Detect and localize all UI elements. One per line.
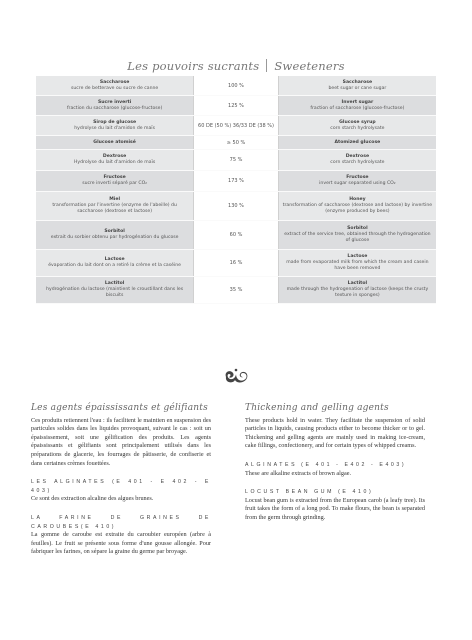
fleuron-ornament-icon (222, 366, 250, 386)
product-desc-fr: évaporation du lait dont on a retiré la crème et la caséine (48, 263, 181, 268)
cell-french (36, 119, 193, 133)
sweetening-power-value: 130 % (193, 192, 279, 220)
product-desc-fr: Hydrolyse du lait d'amidon de maïs (73, 160, 156, 165)
right-column (245, 404, 425, 523)
header-title-fr: Les pouvoirs sucrants (127, 59, 260, 73)
product-desc-fr: hydrogénation du lactose (maintient le croustillant dans les biscuits (46, 287, 184, 298)
product-name-fr: Sucre inverti (97, 99, 132, 105)
cell-french (36, 256, 193, 270)
table-row (36, 250, 436, 277)
cell-english (279, 79, 436, 93)
sweetening-power-value: 16 % (193, 250, 279, 276)
product-desc-en: extract of the service tree, obtained through the hydrogenation of glucose (284, 232, 431, 243)
product-desc-en: corn starch hydrolysate (330, 160, 385, 165)
sweeteners-table (36, 76, 436, 304)
sweetening-power-value: 60 % (193, 221, 279, 249)
product-name-en: Honey (349, 197, 366, 202)
left-title: Les agents épaississants et gélifiants (31, 403, 208, 413)
table-row (36, 150, 436, 171)
product-name-fr: Sirop de glucose (93, 119, 137, 125)
sweetening-power-value: 35 % (193, 277, 279, 303)
cell-french (36, 228, 193, 242)
cell-french (36, 280, 193, 300)
product-desc-fr: sucre inverti séparé par CO₂ (82, 181, 148, 186)
product-desc-en: transformation of saccharose (dextrose and lactose) by invertine (enzyme produced by bees) (282, 203, 433, 214)
product-desc-en: beet sugar or cane sugar (328, 85, 387, 91)
sweetening-power-value: 173 % (193, 171, 279, 191)
product-desc-fr: transformation par l'invertine (enzyme de l'abeille) du saccharose (dextrose et lactose) (52, 203, 177, 214)
sweetening-power-value: 125 % (193, 96, 279, 115)
product-name-en: Invert sugar (341, 99, 374, 105)
product-name-fr: Dextrose (102, 154, 127, 159)
product-name-en: Glucose syrup (339, 119, 376, 125)
header-title-en: Sweeteners (274, 59, 345, 73)
right-subheading-locust: LOCUST BEAN GUM (E 410) (245, 489, 374, 496)
sweetening-power-value: 100 % (193, 76, 279, 95)
table-row (36, 76, 436, 96)
table-row (36, 277, 436, 304)
cell-english (279, 280, 436, 300)
table-row (36, 116, 436, 136)
product-name-fr: Fructose (103, 175, 126, 180)
right-subheading-alginates: ALGINATES (E 401 - E402 - E403) (245, 461, 407, 468)
product-desc-fr: hydrolyse du lait d'amidon de maïs (74, 125, 155, 131)
cell-english (279, 119, 436, 133)
product-name-fr: Miel (109, 197, 121, 202)
header-divider (266, 59, 267, 72)
cell-french (36, 99, 193, 113)
product-name-en: Saccharose (342, 79, 373, 85)
product-desc-fr: sucre de betterave ou sucre de canne (70, 85, 159, 91)
sweetening-power-value: ≥ 50 % (193, 136, 279, 149)
left-column (31, 404, 211, 557)
product-desc-en: fraction of saccharose (glucose-fructose) (310, 105, 405, 111)
product-name-fr: Saccharose (99, 79, 130, 85)
left-alginates-text: Ce sont des extraction alcaline des algues brunes. (31, 495, 154, 503)
product-name-fr: Glucose atomisé (93, 139, 136, 145)
cell-french (36, 139, 193, 147)
left-carob-text: La gomme de caroube est extraite du caroubier européen (arbre à feuilles). Le fruit se présente sous forme d'une gousse allongée. Pour fabriquer les farines, on sépare la graine du germe par broyage. (31, 531, 211, 556)
cell-english (279, 153, 436, 167)
sweetening-power-value: 75 % (193, 150, 279, 170)
product-desc-en: made through the hydrogenation of lactose (keeps the crusty texture in sponges) (286, 287, 429, 298)
sweetening-power-value: 60 DE (50 %) 36/33 DE (38 %) (193, 116, 279, 135)
cell-english (279, 225, 436, 245)
product-name-en: Fructose (346, 175, 369, 180)
product-desc-fr: fraction du saccharose (glucose-fructose) (66, 105, 163, 111)
product-name-en: Lactose (347, 254, 368, 259)
product-name-fr: Sorbitol (104, 229, 125, 234)
right-title: Thickening and gelling agents (245, 403, 389, 413)
left-subheading-alginates: LES ALGINATES (E 401 - E 402 - E 403) (31, 479, 211, 494)
table-row (36, 221, 436, 250)
product-name-en: Dextrose (345, 154, 370, 159)
cell-french (36, 196, 193, 216)
product-name-en: Atomized glucose (334, 139, 381, 145)
left-subheading-carob: LA FARINE DE GRAINES DE CAROUBES(E 410) (31, 514, 211, 530)
product-name-en: Sorbitol (347, 226, 368, 231)
right-alginates-text: These are alkaline extracts of brown algae. (245, 469, 351, 477)
table-row (36, 136, 436, 150)
product-name-fr: Lactose (104, 257, 125, 262)
product-name-en: Lactitol (347, 281, 368, 286)
cell-english (279, 196, 436, 216)
cell-english (279, 139, 436, 147)
cell-english (279, 174, 436, 188)
product-name-fr: Lactitol (104, 281, 125, 286)
cell-french (36, 174, 193, 188)
cell-french (36, 153, 193, 167)
table-row (36, 96, 436, 116)
left-intro: Ces produits retiennent l'eau : ils facilitent le maintien en suspension des particules solides dans les liquides provoquant, suivant le cas : soit un épaississement, soit une gélification des produits. Les agents épaississants et gélifiants sont principalement utilisés dans les préparations de glacerie, les fourrages de pâtisserie, de confiserie et dans certaines crèmes fouettées. (31, 416, 211, 467)
table-row (36, 192, 436, 221)
product-desc-en: invert sugar separated using CO₂ (319, 181, 396, 186)
cell-english (279, 99, 436, 113)
cell-english (279, 253, 436, 273)
right-intro: These products hold in water. They facilitate the suspension of solid particles in liquids, causing products either to become thicker or to gel. Thickening and gelling agents are mainly used in making ice-cream, cake fillings, confectionery, and for certain types of whipped creams. (245, 416, 425, 450)
product-desc-en: made from evaporated milk from which the cream and casein have been removed (286, 260, 429, 271)
product-desc-fr: extrait du sorbier obtenu par hydrogénation du glucose (50, 235, 179, 240)
table-row (36, 171, 436, 192)
right-locust-text: Locust bean gum is extracted from the European carob (a leafy tree). Its fruit takes the form of a long pod. To make flours, the bean is separated from the germ through grinding. (245, 496, 425, 521)
cell-french (36, 79, 193, 93)
product-desc-en: corn starch hydrolysate (330, 125, 385, 131)
